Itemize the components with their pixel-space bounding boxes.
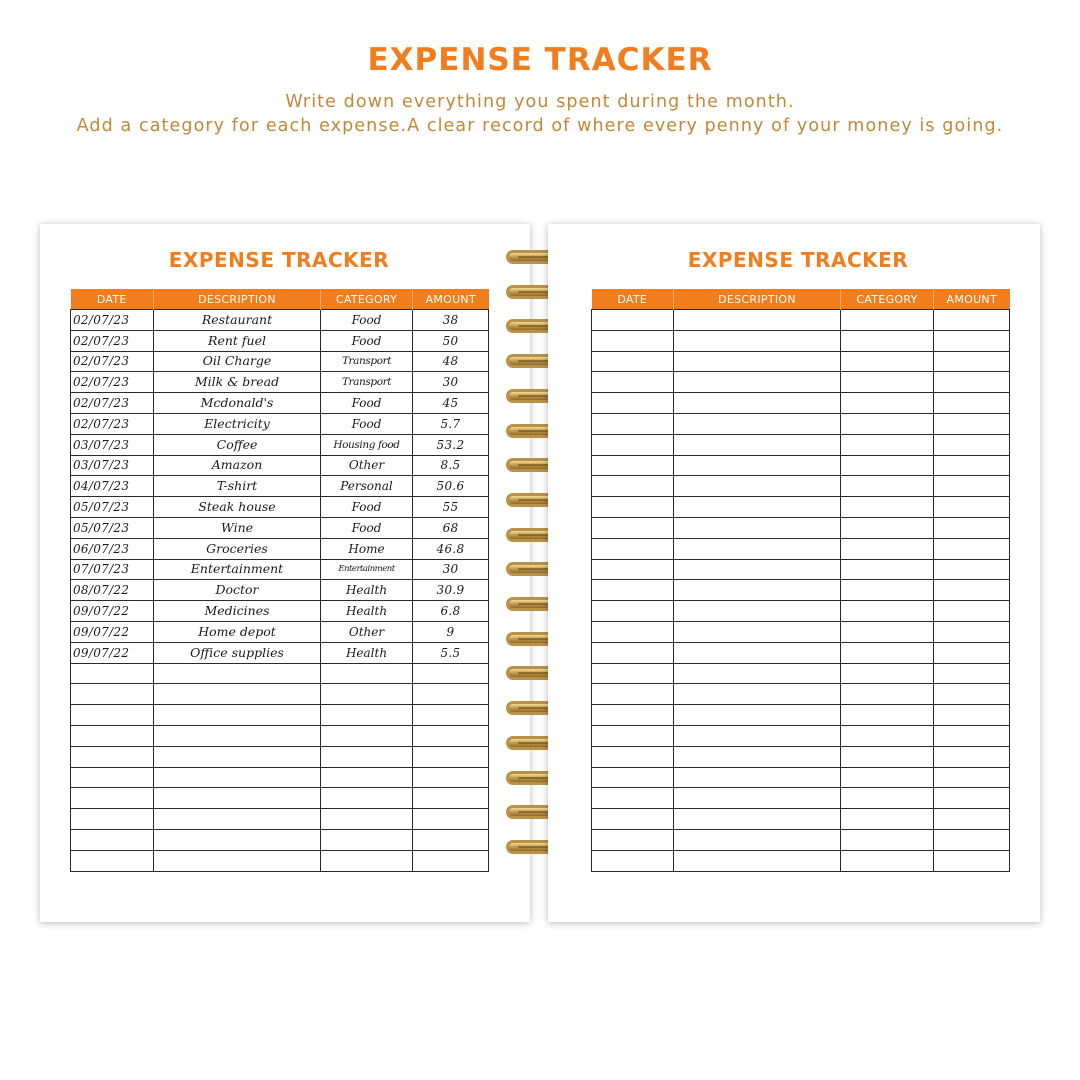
amount-cell [934, 809, 1010, 830]
category-cell [321, 809, 413, 830]
description-cell [154, 788, 321, 809]
category-column-header: CATEGORY [841, 289, 934, 310]
subtitle-line-2: Add a category for each expense.A clear record of where every penny of your money is going. [76, 116, 1004, 136]
amount-cell: 68 [413, 517, 489, 538]
date-cell: 02/07/23 [71, 372, 154, 393]
category-cell [841, 642, 934, 663]
category-cell [841, 559, 934, 580]
description-cell [674, 310, 841, 331]
right-notebook-page [548, 224, 1040, 922]
amount-cell [413, 705, 489, 726]
description-cell: Oil Charge [154, 351, 321, 372]
category-cell [841, 788, 934, 809]
amount-cell [934, 413, 1010, 434]
description-cell [674, 642, 841, 663]
table-row [71, 621, 489, 642]
left-notebook-page [40, 224, 530, 922]
date-cell [71, 725, 154, 746]
amount-cell: 50 [413, 330, 489, 351]
date-cell: 04/07/23 [71, 476, 154, 497]
date-cell [71, 767, 154, 788]
amount-cell: 9 [413, 621, 489, 642]
date-cell [71, 746, 154, 767]
table-row [71, 330, 489, 351]
date-cell [592, 330, 674, 351]
date-cell [592, 788, 674, 809]
description-cell [154, 809, 321, 830]
table-row [592, 393, 1010, 414]
description-cell [674, 517, 841, 538]
date-cell [592, 310, 674, 331]
table-row [592, 372, 1010, 393]
table-row [592, 455, 1010, 476]
category-cell [321, 788, 413, 809]
date-cell [592, 809, 674, 830]
category-cell [841, 601, 934, 622]
date-cell [592, 559, 674, 580]
amount-cell [413, 829, 489, 850]
description-column-header: DESCRIPTION [154, 289, 321, 310]
table-row [71, 372, 489, 393]
description-cell [674, 663, 841, 684]
description-cell: Medicines [154, 601, 321, 622]
description-cell [674, 497, 841, 518]
right-table-header-row [592, 289, 1010, 310]
category-cell: Food [321, 517, 413, 538]
table-row [592, 601, 1010, 622]
date-cell [592, 746, 674, 767]
table-row [592, 642, 1010, 663]
description-cell [674, 476, 841, 497]
description-cell [154, 663, 321, 684]
description-cell: Milk & bread [154, 372, 321, 393]
date-cell: 02/07/23 [71, 393, 154, 414]
table-row [592, 746, 1010, 767]
description-cell: Wine [154, 517, 321, 538]
date-column-header: DATE [592, 289, 674, 310]
right-expense-table [591, 289, 1010, 872]
description-cell: Mcdonald's [154, 393, 321, 414]
table-row [71, 746, 489, 767]
amount-cell: 53.2 [413, 434, 489, 455]
date-cell: 03/07/23 [71, 455, 154, 476]
table-row [592, 559, 1010, 580]
description-cell [154, 725, 321, 746]
category-cell [841, 517, 934, 538]
category-cell: Transport [321, 372, 413, 393]
amount-cell: 46.8 [413, 538, 489, 559]
category-cell [321, 663, 413, 684]
date-cell: 03/07/23 [71, 434, 154, 455]
description-cell [674, 413, 841, 434]
category-cell [841, 476, 934, 497]
date-cell [592, 663, 674, 684]
category-cell [321, 746, 413, 767]
table-row [71, 601, 489, 622]
amount-cell [413, 684, 489, 705]
description-cell [674, 705, 841, 726]
table-row [71, 829, 489, 850]
description-cell [154, 746, 321, 767]
table-row [71, 351, 489, 372]
amount-cell [934, 642, 1010, 663]
date-cell [592, 517, 674, 538]
category-cell [841, 850, 934, 871]
amount-cell [934, 621, 1010, 642]
date-cell [592, 393, 674, 414]
description-cell [674, 434, 841, 455]
left-page-title: EXPENSE TRACKER [168, 248, 390, 272]
category-cell [841, 746, 934, 767]
amount-cell [413, 663, 489, 684]
category-cell [321, 767, 413, 788]
description-cell [674, 538, 841, 559]
table-row [592, 434, 1010, 455]
category-cell: Food [321, 413, 413, 434]
amount-cell [934, 393, 1010, 414]
amount-cell [413, 725, 489, 746]
table-row [592, 517, 1010, 538]
category-cell: Entertainment [321, 559, 413, 580]
category-cell [841, 621, 934, 642]
table-row [71, 809, 489, 830]
description-cell [674, 725, 841, 746]
amount-cell: 8.5 [413, 455, 489, 476]
amount-cell: 6.8 [413, 601, 489, 622]
category-cell [841, 684, 934, 705]
table-row [71, 788, 489, 809]
amount-column-header: AMOUNT [934, 289, 1010, 310]
amount-cell [934, 476, 1010, 497]
amount-cell [934, 767, 1010, 788]
table-row [592, 767, 1010, 788]
date-cell [592, 642, 674, 663]
date-cell: 05/07/23 [71, 517, 154, 538]
category-cell [841, 767, 934, 788]
date-cell: 09/07/22 [71, 621, 154, 642]
date-cell: 05/07/23 [71, 497, 154, 518]
table-row [71, 476, 489, 497]
amount-cell [413, 809, 489, 830]
amount-cell [934, 746, 1010, 767]
table-row [71, 850, 489, 871]
date-cell: 09/07/22 [71, 642, 154, 663]
amount-cell: 30.9 [413, 580, 489, 601]
description-cell [674, 372, 841, 393]
description-cell: Office supplies [154, 642, 321, 663]
description-cell [154, 767, 321, 788]
date-cell [592, 413, 674, 434]
table-row [592, 684, 1010, 705]
left-table-header-row [71, 289, 489, 310]
description-cell [154, 684, 321, 705]
table-row [592, 413, 1010, 434]
date-cell: 06/07/23 [71, 538, 154, 559]
amount-cell [413, 746, 489, 767]
category-cell [841, 580, 934, 601]
amount-cell [413, 788, 489, 809]
description-cell [674, 330, 841, 351]
table-row [71, 642, 489, 663]
category-cell [841, 372, 934, 393]
table-row [71, 684, 489, 705]
description-cell: Home depot [154, 621, 321, 642]
category-cell: Health [321, 642, 413, 663]
description-cell: Coffee [154, 434, 321, 455]
description-cell: Groceries [154, 538, 321, 559]
category-cell [841, 393, 934, 414]
category-cell [841, 829, 934, 850]
amount-cell [934, 580, 1010, 601]
category-cell [841, 310, 934, 331]
table-row [71, 517, 489, 538]
category-cell [841, 413, 934, 434]
date-cell [592, 538, 674, 559]
category-cell: Other [321, 455, 413, 476]
amount-cell [934, 829, 1010, 850]
date-cell [592, 497, 674, 518]
table-row [592, 497, 1010, 518]
description-cell [674, 559, 841, 580]
date-cell [592, 351, 674, 372]
date-cell [71, 829, 154, 850]
amount-cell [934, 788, 1010, 809]
date-cell [71, 705, 154, 726]
amount-cell [934, 663, 1010, 684]
category-cell [841, 663, 934, 684]
table-row [592, 788, 1010, 809]
category-cell: Food [321, 310, 413, 331]
date-cell [592, 580, 674, 601]
table-row [71, 497, 489, 518]
category-cell [841, 809, 934, 830]
amount-cell [934, 434, 1010, 455]
date-cell [592, 601, 674, 622]
amount-cell: 50.6 [413, 476, 489, 497]
category-cell [841, 497, 934, 518]
table-row [592, 351, 1010, 372]
date-cell: 08/07/22 [71, 580, 154, 601]
category-cell: Food [321, 497, 413, 518]
date-cell: 02/07/23 [71, 330, 154, 351]
amount-cell: 30 [413, 559, 489, 580]
category-cell [321, 684, 413, 705]
description-cell: Doctor [154, 580, 321, 601]
category-cell [841, 455, 934, 476]
date-cell [71, 809, 154, 830]
table-row [71, 559, 489, 580]
amount-cell [934, 310, 1010, 331]
table-row [71, 393, 489, 414]
description-cell: Restaurant [154, 310, 321, 331]
date-cell [592, 372, 674, 393]
description-cell [674, 767, 841, 788]
table-row [592, 310, 1010, 331]
description-cell [674, 850, 841, 871]
description-cell: Amazon [154, 455, 321, 476]
description-cell [154, 850, 321, 871]
date-cell [592, 434, 674, 455]
description-cell: Entertainment [154, 559, 321, 580]
description-cell [674, 746, 841, 767]
category-cell [841, 725, 934, 746]
category-cell: Food [321, 330, 413, 351]
description-cell [154, 705, 321, 726]
date-cell [592, 621, 674, 642]
table-row [71, 310, 489, 331]
table-row [592, 809, 1010, 830]
amount-cell [934, 684, 1010, 705]
description-cell: Electricity [154, 413, 321, 434]
date-cell [592, 767, 674, 788]
category-cell [841, 705, 934, 726]
category-cell: Housing food [321, 434, 413, 455]
date-cell [592, 705, 674, 726]
table-row [71, 705, 489, 726]
description-cell [674, 455, 841, 476]
category-cell: Health [321, 601, 413, 622]
date-cell: 02/07/23 [71, 413, 154, 434]
table-row [71, 413, 489, 434]
amount-cell: 5.5 [413, 642, 489, 663]
date-cell [592, 725, 674, 746]
table-row [71, 538, 489, 559]
amount-cell [934, 705, 1010, 726]
amount-cell: 48 [413, 351, 489, 372]
table-row [71, 434, 489, 455]
amount-cell [934, 351, 1010, 372]
amount-cell [413, 850, 489, 871]
date-cell [71, 684, 154, 705]
date-cell: 07/07/23 [71, 559, 154, 580]
category-cell [321, 829, 413, 850]
table-row [592, 705, 1010, 726]
category-cell [841, 434, 934, 455]
date-cell [71, 663, 154, 684]
date-cell [592, 829, 674, 850]
date-cell [592, 850, 674, 871]
date-cell: 02/07/23 [71, 310, 154, 331]
right-page-title: EXPENSE TRACKER [687, 248, 909, 272]
left-expense-table [70, 289, 489, 872]
table-row [592, 330, 1010, 351]
amount-cell: 55 [413, 497, 489, 518]
amount-cell [934, 455, 1010, 476]
table-row [592, 621, 1010, 642]
table-row [592, 580, 1010, 601]
category-cell [841, 538, 934, 559]
main-title: EXPENSE TRACKER [367, 42, 713, 78]
date-cell [592, 476, 674, 497]
description-cell [674, 393, 841, 414]
category-cell [841, 330, 934, 351]
category-cell: Transport [321, 351, 413, 372]
amount-column-header: AMOUNT [413, 289, 489, 310]
table-row [592, 829, 1010, 850]
description-cell [674, 809, 841, 830]
amount-cell [934, 850, 1010, 871]
table-row [71, 725, 489, 746]
date-cell: 02/07/23 [71, 351, 154, 372]
description-cell [674, 621, 841, 642]
table-row [592, 476, 1010, 497]
category-cell: Food [321, 393, 413, 414]
description-cell: Steak house [154, 497, 321, 518]
amount-cell [934, 517, 1010, 538]
description-cell [674, 601, 841, 622]
description-column-header: DESCRIPTION [674, 289, 841, 310]
amount-cell: 38 [413, 310, 489, 331]
table-row [592, 850, 1010, 871]
table-row [592, 725, 1010, 746]
amount-cell [934, 497, 1010, 518]
table-row [71, 455, 489, 476]
category-cell [321, 725, 413, 746]
date-cell [592, 684, 674, 705]
amount-cell [934, 372, 1010, 393]
description-cell [154, 829, 321, 850]
description-cell [674, 829, 841, 850]
date-cell [592, 455, 674, 476]
category-cell: Home [321, 538, 413, 559]
description-cell [674, 351, 841, 372]
amount-cell [413, 767, 489, 788]
category-cell: Personal [321, 476, 413, 497]
amount-cell [934, 601, 1010, 622]
table-row [592, 538, 1010, 559]
category-cell [321, 850, 413, 871]
amount-cell [934, 538, 1010, 559]
table-row [71, 663, 489, 684]
date-cell [71, 850, 154, 871]
date-cell: 09/07/22 [71, 601, 154, 622]
date-cell [71, 788, 154, 809]
category-column-header: CATEGORY [321, 289, 413, 310]
table-row [71, 767, 489, 788]
amount-cell: 45 [413, 393, 489, 414]
amount-cell [934, 330, 1010, 351]
category-cell: Health [321, 580, 413, 601]
category-cell: Other [321, 621, 413, 642]
description-cell [674, 580, 841, 601]
description-cell: Rent fuel [154, 330, 321, 351]
amount-cell: 30 [413, 372, 489, 393]
amount-cell [934, 725, 1010, 746]
category-cell [321, 705, 413, 726]
amount-cell [934, 559, 1010, 580]
description-cell [674, 684, 841, 705]
description-cell: T-shirt [154, 476, 321, 497]
date-column-header: DATE [71, 289, 154, 310]
amount-cell: 5.7 [413, 413, 489, 434]
subtitle-line-1: Write down everything you spent during the month. [285, 92, 795, 112]
description-cell [674, 788, 841, 809]
category-cell [841, 351, 934, 372]
table-row [71, 580, 489, 601]
table-row [592, 663, 1010, 684]
